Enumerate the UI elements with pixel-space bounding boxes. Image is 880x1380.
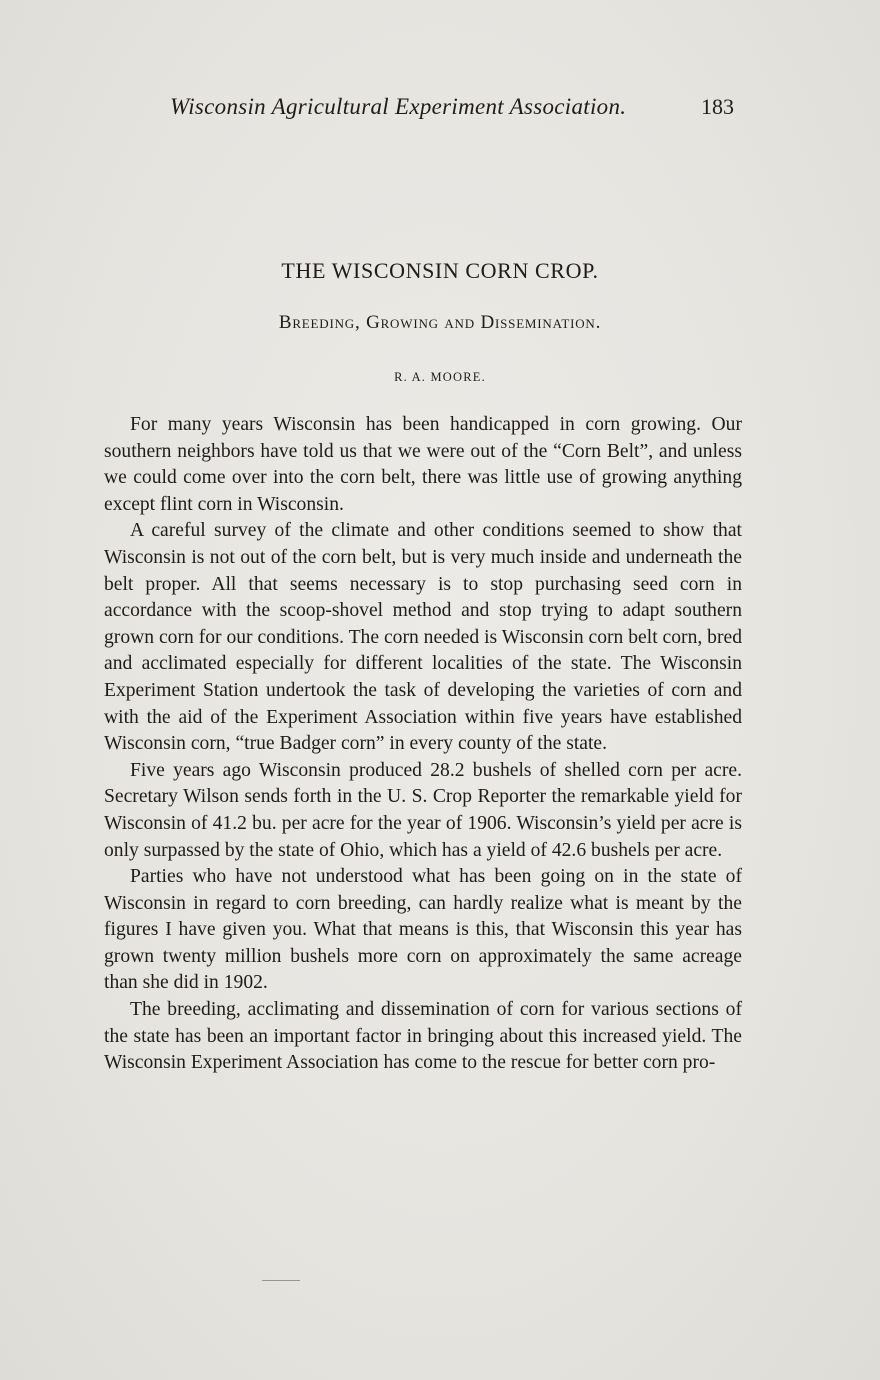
paragraph: For many years Wisconsin has been handicapped in corn growing. Our southern neighbors have told us that we were out of the “Corn Belt”, and unless we could come over into the corn belt, there was little use of growing anything except flint corn in Wisconsin. (104, 414, 742, 515)
article-subtitle: Breeding, Growing and Dissemination. (278, 312, 602, 333)
paragraph: Five years ago Wisconsin produced 28.2 bushels of shelled corn per acre. Secretary Wilson sends forth in the U. S. Crop Reporter the remarkable yield for Wisconsin of 41.2 bu. per acre for the year of 1906. Wisconsin’s yield per acre is only surpassed by the state of Ohio, which has a yield of 42.6 bushels per acre. (104, 759, 742, 861)
running-head (170, 94, 740, 130)
paragraph: Parties who have not understood what has been going on in the state of Wisconsin in regard to corn breeding, can hardly realize what is meant by the figures I have given you. What that means is this, that Wisconsin this year has grown twenty million bushels more corn on approximately the same acreage than she did in 1902. (104, 866, 742, 994)
paragraph: A careful survey of the climate and other conditions seemed to show that Wisconsin is not out of the corn belt, but is very much inside and underneath the belt proper. All that seems necessary is to stop purchasing seed corn in accordance with the scoop-shovel method and stop trying to adapt southern grown corn for our conditions. The corn needed is Wisconsin corn belt corn, bred and acclimated especially for different localities of the state. The Wisconsin Experiment Station undertook the task of developing the varieties of corn and with the aid of the Experiment Association within five years have established Wisconsin corn, “true Badger corn” in every county of the state. (104, 520, 742, 755)
paragraph: The breeding, acclimating and dissemination of corn for various sections of the state has been an important factor in bringing about this increased yield. The Wisconsin Experiment Association has come to the rescue for better corn pro- (104, 999, 742, 1074)
page-number: 183 (701, 94, 734, 119)
article-body (104, 412, 742, 1077)
article-author: R. A. MOORE. (394, 370, 486, 384)
running-title: Wisconsin Agricultural Experiment Association. (170, 94, 627, 119)
bottom-rule (262, 1280, 300, 1281)
article-title: THE WISCONSIN CORN CROP. (281, 258, 599, 283)
